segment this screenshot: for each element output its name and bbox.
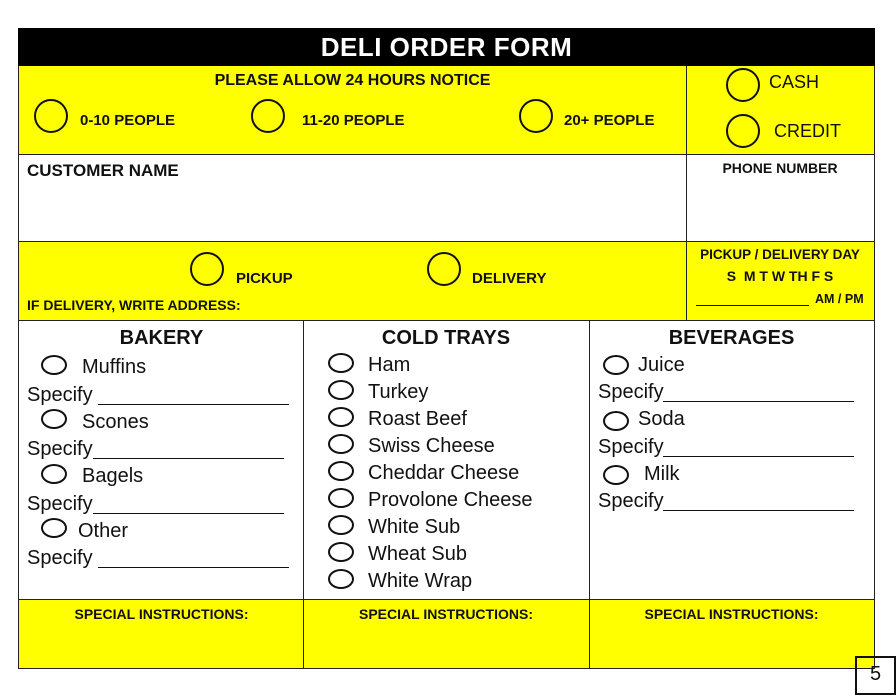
- cheddar-cheese-radio[interactable]: [328, 461, 354, 481]
- white-sub-radio[interactable]: [328, 515, 354, 535]
- phone-number-label: PHONE NUMBER: [722, 160, 838, 176]
- turkey-radio[interactable]: [328, 380, 354, 400]
- milk-specify-label: Specify: [598, 490, 664, 512]
- soda-radio[interactable]: [603, 411, 629, 431]
- delivery-address-label: IF DELIVERY, WRITE ADDRESS:: [27, 297, 241, 313]
- beverages-special-instructions-label: SPECIAL INSTRUCTIONS:: [644, 606, 819, 622]
- scones-specify-label: Specify: [27, 438, 93, 460]
- roast-beef-label: Roast Beef: [368, 408, 467, 430]
- bakery-special-instructions-label: SPECIAL INSTRUCTIONS:: [74, 606, 249, 622]
- beverages-heading: BEVERAGES: [668, 327, 795, 349]
- soda-specify-field[interactable]: [663, 456, 854, 457]
- juice-specify-field[interactable]: [663, 401, 854, 402]
- party-size-20-plus-radio[interactable]: [519, 99, 553, 133]
- juice-radio[interactable]: [603, 355, 629, 375]
- day-label: PICKUP / DELIVERY DAY: [700, 247, 860, 262]
- soda-label: Soda: [638, 408, 685, 430]
- party-size-0-10-radio[interactable]: [34, 99, 68, 133]
- white-wrap-radio[interactable]: [328, 569, 354, 589]
- bagels-label: Bagels: [82, 465, 144, 487]
- provolone-cheese-label: Provolone Cheese: [368, 489, 533, 511]
- other-specify-field[interactable]: [98, 567, 289, 568]
- milk-label: Milk: [644, 463, 680, 485]
- white-wrap-label: White Wrap: [368, 570, 473, 592]
- beverages-section: [589, 320, 874, 599]
- other-specify-label: Specify: [27, 547, 93, 569]
- credit-label: CREDIT: [774, 121, 841, 141]
- customer-name-label: CUSTOMER NAME: [27, 161, 179, 180]
- muffins-radio[interactable]: [41, 355, 67, 375]
- wheat-sub-radio[interactable]: [328, 542, 354, 562]
- muffins-specify-label: Specify: [27, 384, 93, 406]
- delivery-radio[interactable]: [427, 252, 461, 286]
- juice-specify-label: Specify: [598, 381, 664, 403]
- page-number: 5: [855, 656, 896, 695]
- day-options: S M T W TH F S: [726, 268, 834, 284]
- bagels-specify-field[interactable]: [93, 513, 284, 514]
- party-size-11-20-label: 11-20 PEOPLE: [302, 112, 405, 129]
- milk-radio[interactable]: [603, 465, 629, 485]
- provolone-cheese-radio[interactable]: [328, 488, 354, 508]
- bakery-heading: BAKERY: [119, 327, 204, 349]
- other-radio[interactable]: [41, 518, 67, 538]
- soda-specify-label: Specify: [598, 436, 664, 458]
- ampm-label: AM / PM: [815, 292, 864, 306]
- notice-text: PLEASE ALLOW 24 HOURS NOTICE: [214, 72, 491, 89]
- credit-radio[interactable]: [726, 114, 760, 148]
- cold-trays-heading: COLD TRAYS: [381, 327, 511, 349]
- cash-radio[interactable]: [726, 68, 760, 102]
- ham-radio[interactable]: [328, 353, 354, 373]
- swiss-cheese-radio[interactable]: [328, 434, 354, 454]
- muffins-specify-field[interactable]: [98, 404, 289, 405]
- ham-label: Ham: [368, 354, 411, 376]
- scones-label: Scones: [82, 411, 149, 433]
- muffins-label: Muffins: [82, 356, 147, 378]
- delivery-label: DELIVERY: [472, 270, 547, 287]
- time-field[interactable]: [696, 305, 809, 306]
- roast-beef-radio[interactable]: [328, 407, 354, 427]
- scones-specify-field[interactable]: [93, 458, 284, 459]
- white-sub-label: White Sub: [368, 516, 461, 538]
- cash-label: CASH: [769, 72, 820, 92]
- scones-radio[interactable]: [41, 409, 67, 429]
- turkey-label: Turkey: [368, 381, 429, 403]
- bagels-specify-label: Specify: [27, 493, 93, 515]
- juice-label: Juice: [638, 354, 685, 376]
- other-label: Other: [78, 520, 129, 542]
- party-size-20-plus-label: 20+ PEOPLE: [564, 112, 655, 129]
- form-title: DELI ORDER FORM: [18, 28, 875, 66]
- milk-specify-field[interactable]: [663, 510, 854, 511]
- pickup-radio[interactable]: [190, 252, 224, 286]
- swiss-cheese-label: Swiss Cheese: [368, 435, 495, 457]
- cold-trays-special-instructions-label: SPECIAL INSTRUCTIONS:: [359, 606, 533, 622]
- wheat-sub-label: Wheat Sub: [368, 543, 467, 565]
- pickup-label: PICKUP: [236, 270, 293, 287]
- party-size-0-10-label: 0-10 PEOPLE: [80, 112, 176, 129]
- party-size-11-20-radio[interactable]: [251, 99, 285, 133]
- cheddar-cheese-label: Cheddar Cheese: [368, 462, 520, 484]
- bagels-radio[interactable]: [41, 464, 67, 484]
